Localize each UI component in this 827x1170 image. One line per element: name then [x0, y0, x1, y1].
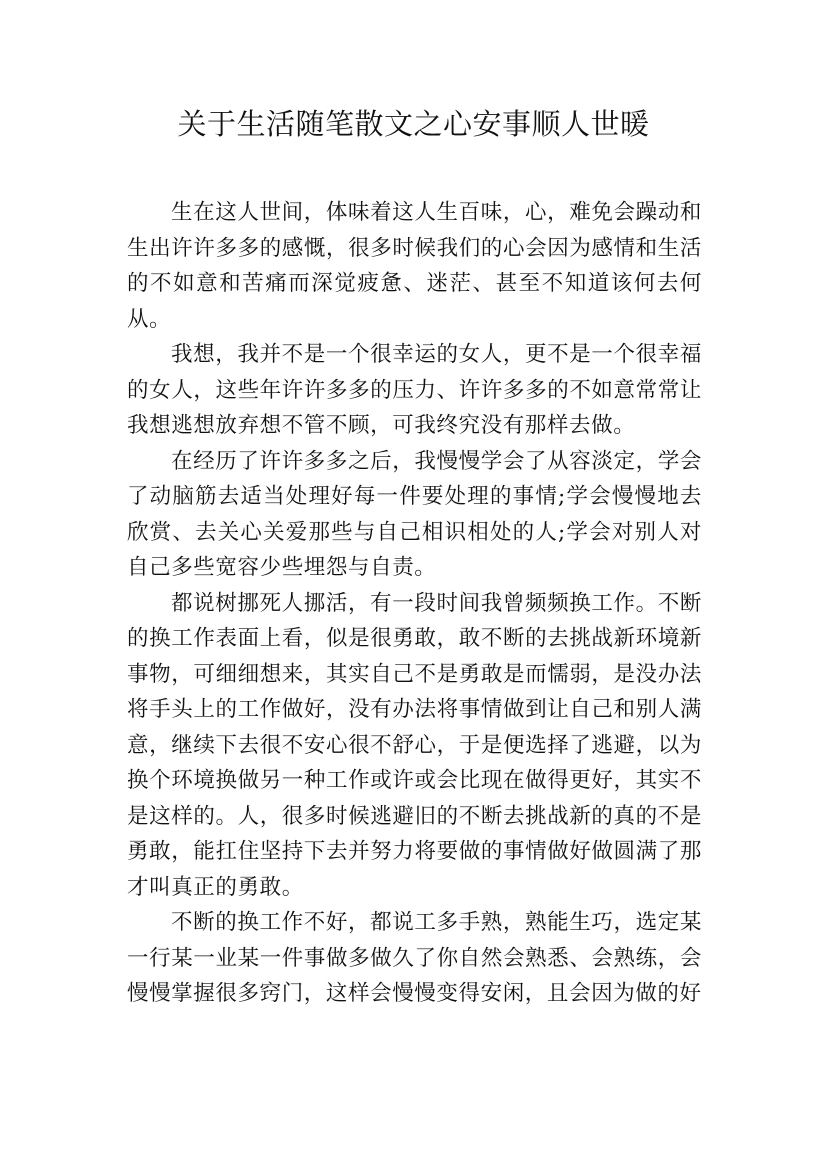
document-title: 关于生活随笔散文之心安事顺人世暖: [177, 107, 650, 141]
paragraph-3: 在经历了许许多多之后，我慢慢学会了从容淡定，学会了动脑筋去适当处理好每一件要处理的事情;学会慢慢地去欣赏、去关心关爱那些与自己相识相处的人;学会对别人对自己多些宽容少些埋怨与自责。: [127, 448, 702, 580]
paragraph-4: 都说树挪死人挪活，有一段时间我曾频频换工作。不断的换工作表面上看，似是很勇敢，敢不断的去挑战新环境新事物，可细细想来，其实自己不是勇敢是而懦弱，是没办法将手头上的工作做好，没有办法将事情做到让自己和别人满意，继续下去很不安心很不舒心，于是便选择了逃避，以为换个环境换做另一种工作或许或会比现在做得更好，其实不是这样的。人，很多时候逃避旧的不断去挑战新的真的不是勇敢，能扛住坚持下去并努力将要做的事情做好做圆满了那才叫真正的勇敢。: [127, 590, 702, 900]
paragraph-5: 不断的换工作不好，都说工多手熟，熟能生巧，选定某一行某一业某一件事做多做久了你自然会熟悉、会熟练，会慢慢掌握很多窍门，这样会慢慢变得安闲，且会因为做的好: [127, 910, 702, 1006]
paragraph-2: 我想，我并不是一个很幸运的女人，更不是一个很幸福的女人，这些年许许多多的压力、许许多多的不如意常常让我想逃想放弃想不管不顾，可我终究没有那样去做。: [127, 342, 702, 438]
paragraph-1: 生在这人世间，体味着这人生百味，心，难免会躁动和生出许许多多的感慨，很多时候我们的心会因为感情和生活的不如意和苦痛而深觉疲惫、迷茫、甚至不知道该何去何从。: [127, 200, 702, 332]
document-body: [127, 195, 702, 1012]
